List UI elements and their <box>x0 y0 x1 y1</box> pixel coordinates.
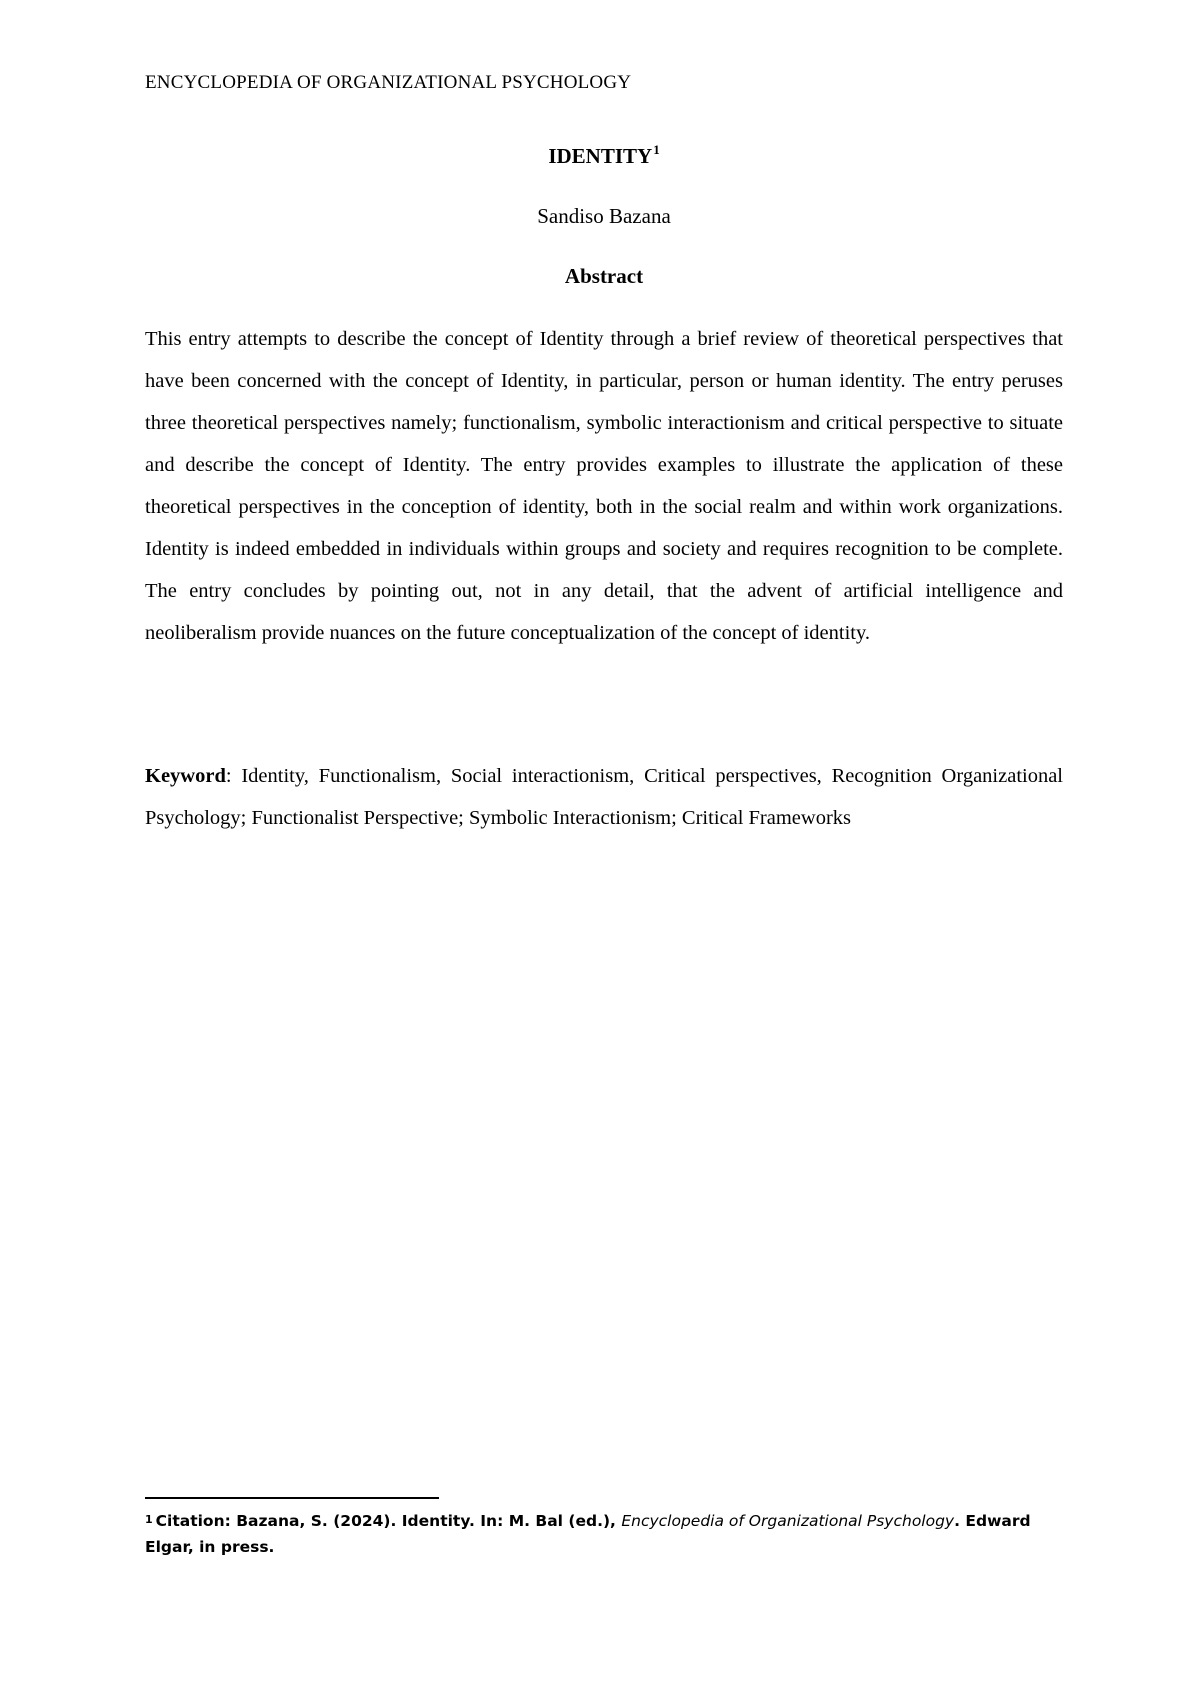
author-name: Sandiso Bazana <box>537 204 671 228</box>
abstract-heading: Abstract <box>564 264 644 288</box>
keywords-label: Keyword <box>145 765 226 787</box>
abstract-body: This entry attempts to describe the concept of Identity through a brief review of theoretical perspectives that have been concerned with the concept of Identity, in particular, person or human identity. The entry peruses three theoretical perspectives namely; functionalism, symbolic interactionism and critical perspective to situate and describe the concept of Identity. The entry provides examples to illustrate the application of these theoretical perspectives in the conception of identity, both in the social realm and within work organizations. Identity is indeed embedded in individuals within groups and society and requires recognition to be complete. The entry concludes by pointing out, not in any detail, that the advent of artificial intelligence and neoliberalism provide nuances on the future conceptualization of the concept of identity. <box>145 328 1063 644</box>
footnote-separator <box>145 1497 439 1499</box>
footnote-mark: 1 <box>145 1513 153 1526</box>
keywords-text: : Identity, Functionalism, Social interactionism, Critical perspectives, Recognition Organizational Psychology; Functionalist Perspective; Symbolic Interactionism; Critical Frameworks <box>145 765 1063 829</box>
article-title <box>145 144 1063 169</box>
footnote-text-before: Citation: Bazana, S. (2024). Identity. In: M. Bal (ed.), <box>155 1512 622 1530</box>
footnote-text-after: . Edward Elgar, in press. <box>145 1512 1031 1556</box>
footnote-book-title: Encyclopedia of Organizational Psychology <box>621 1512 955 1530</box>
footnote <box>145 1508 1063 1560</box>
title-footnote-mark[interactable]: 1 <box>653 142 660 157</box>
running-header: ENCYCLOPEDIA OF ORGANIZATIONAL PSYCHOLOGY <box>145 72 632 93</box>
article-title-text: IDENTITY <box>548 144 653 168</box>
keywords-paragraph <box>145 755 1063 839</box>
